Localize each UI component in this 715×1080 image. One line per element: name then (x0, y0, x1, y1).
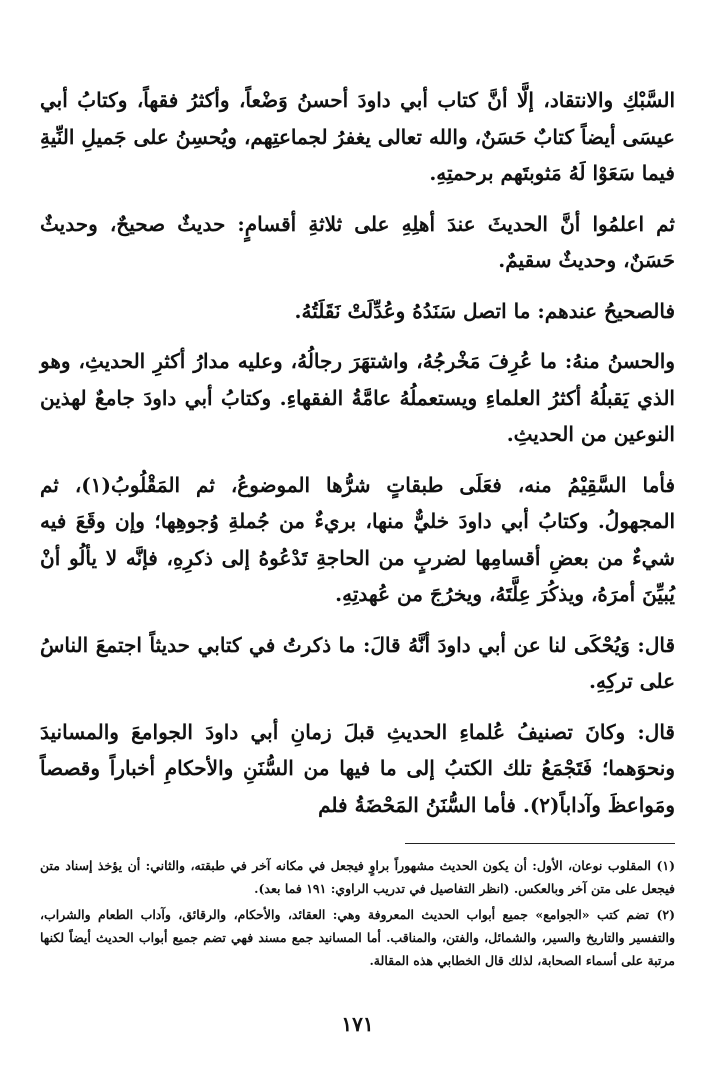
footnote-divider (405, 843, 675, 844)
paragraph: قال: وَيُحْكَى لنا عن أبي داودَ أنَّهُ قالَ: ما ذكرتُ في كتابي حديثاً اجتمعَ الناسُ على تركِهِ. (40, 632, 676, 693)
footnotes (40, 854, 675, 972)
footnote: (٢) تضم كتب «الجوامع» جميع أبواب الحديث المعروفة وهي: العقائد، والأحكام، والرقائق، وآداب الطعام والشراب، والتفسير والتاريخ والسير، والشمائل، والفتن، والمناقب. أما المسانيد جمع مسند فهي تضم جميع أبواب الحديث أيضاً لكنها مرتبة على أسماء الصحابة، لذلك قال الخطابي هذه المقالة. (40, 907, 675, 968)
paragraph: قال: وكانَ تصنيفُ عُلماءِ الحديثِ قبلَ زمانِ أبي داودَ الجوامعَ والمسانيدَ ونحوَهما؛ فَتَجْمَعُ تلك الكتبُ إلى ما فيها من السُّنَنِ والأحكامِ أخباراً وقصصاً ومَواعظَ وآداباً(٢). فأما السُّنَنُ المَحْضَةُ فلم (40, 719, 675, 817)
footnote: (١) المقلوب نوعان، الأول: أن يكون الحديث مشهوراً براوٍ فيجعل في مكانه آخر في طبقته، والثاني: أن يؤخذ إسناد متن فيجعل على متن آخر وبالعكس. (انظر التفاصيل في تدريب الراوي: ١٩١ فما بعد). (40, 858, 675, 896)
paragraph: السَّبْكِ والانتقاد، إلَّا أنَّ كتاب أبي داودَ أحسنُ وَضْعاً، وأكثرُ فقهاً، وكتابُ أبي عيسَى أيضاً كتابٌ حَسَنٌ، والله تعالى يغفرُ لجماعتِهم، ويُحسِنُ على جَميلِ النِّيةِ فيما سَعَوْا لَهُ مَثوبتَهم برحمتِهِ. (40, 88, 675, 185)
main-text (40, 82, 675, 823)
paragraph: فالصحيحُ عندهم: ما اتصل سَنَدُهُ وعُدِّلَتْ نَقَلَتُهُ. (294, 298, 675, 323)
page-number: ١٧١ (341, 1012, 374, 1036)
paragraph: فأما السَّقِيْمُ منه، فعَلَى طبقاتٍ شرُّها الموضوعُ، ثم المَقْلُوبُ(١)، ثم المجهولُ. وكتابُ أبي داودَ خليٌّ منها، بريءٌ من جُملةِ وُجوهِها؛ وإن وقَعَ فيه شيءٌ من بعضِ أقسامِها لضربٍ من الحاجةِ تَدْعُوهُ إلى ذكرِهِ، فإنَّه لا يألُو أنْ يُبيِّنَ أمرَهُ، ويذكُرَ عِلَّتَهُ، ويخرُجَ من عُهدتِهِ. (40, 472, 676, 606)
paragraph: ثم اعلمُوا أنَّ الحديثَ عندَ أهلِهِ على ثلاثةِ أقسامٍ: حديثٌ صحيحٌ، وحديثٌ حَسَنٌ، وحديثٌ سقيمٌ. (40, 211, 675, 272)
paragraph: والحسنُ منهُ: ما عُرِفَ مَخْرجُهُ، واشتهَرَ رجالُهُ، وعليه مدارُ أكثرِ الحديثِ، وهو الذي يَقبلُهُ أكثرُ العلماءِ ويستعملُهُ عامَّةُ الفقهاءِ. وكتابُ أبي داودَ جامعٌ لهذين النوعين من الحديثِ. (40, 349, 675, 446)
